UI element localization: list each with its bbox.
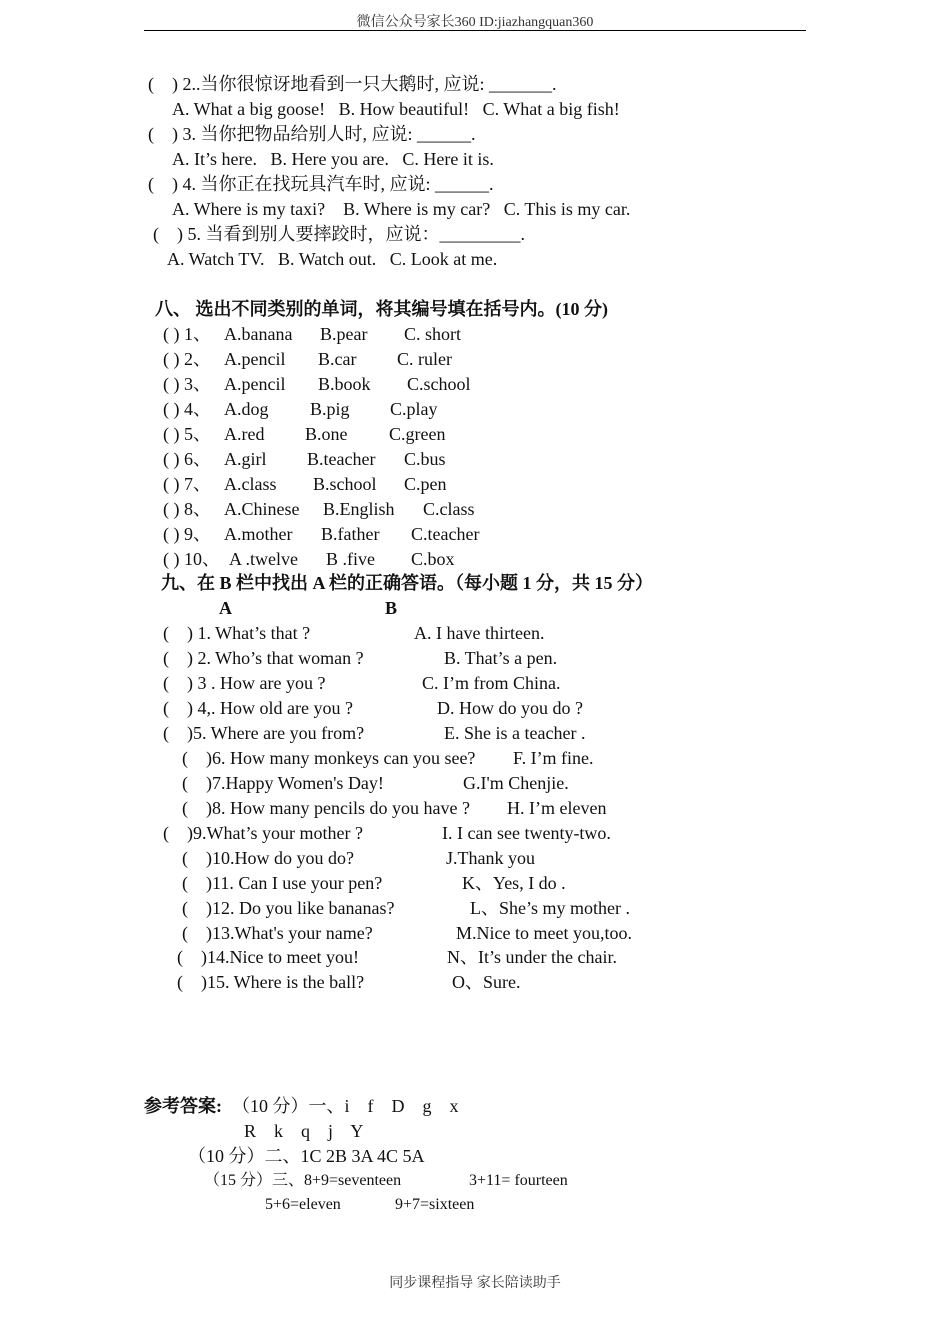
s8-item-a: A.red: [224, 424, 265, 444]
s8-item-num: ( ) 4、: [163, 399, 211, 419]
q3-stem: ( ) 3. 当你把物品给别人时, 应说: ______.: [148, 124, 476, 144]
s8-item-num: ( ) 8、: [163, 499, 211, 519]
s8-item-b: B.father: [321, 524, 380, 544]
s8-item-num: ( ) 6、: [163, 449, 211, 469]
s9-answer: O、Sure.: [452, 972, 521, 992]
s8-item-b: B.pig: [310, 399, 350, 419]
s8-item-a: A.dog: [224, 399, 269, 419]
s9-question: ( )9.What’s your mother ?: [163, 823, 363, 843]
s9-answer: I. I can see twenty-two.: [442, 823, 611, 843]
s9-question: ( )10.How do you do?: [182, 848, 354, 868]
answer-key-line: 5+6=eleven: [265, 1196, 341, 1213]
page-footer: 同步课程指导 家长陪读助手: [389, 1276, 561, 1291]
s8-item-c: C.teacher: [411, 524, 480, 544]
s9-answer: L、She’s my mother .: [470, 898, 630, 918]
s9-question: ( )7.Happy Women's Day!: [182, 773, 384, 793]
s8-item-a: A .twelve: [229, 549, 298, 569]
s8-item-num: ( ) 9、: [163, 524, 211, 544]
answer-key-line: R k q j Y: [244, 1121, 364, 1141]
s9-answer: M.Nice to meet you,too.: [456, 923, 632, 943]
q5-stem: ( ) 5. 当看到别人要摔跤时，应说：_________.: [153, 224, 525, 244]
s9-question: ( )6. How many monkeys can you see?: [182, 748, 476, 768]
s8-item-c: C.play: [390, 399, 438, 419]
s9-question: ( ) 3 . How are you ?: [163, 673, 326, 693]
q2-options: A. What a big goose! B. How beautiful! C. What a big fish!: [172, 99, 620, 119]
answer-key-label: 参考答案:: [144, 1096, 222, 1116]
s8-item-num: ( ) 3、: [163, 374, 211, 394]
s9-question: ( )5. Where are you from?: [163, 723, 365, 743]
answer-key-line: 9+7=sixteen: [395, 1196, 475, 1213]
q5-options: A. Watch TV. B. Watch out. C. Look at me.: [167, 249, 498, 269]
s8-item-b: B.one: [305, 424, 348, 444]
s8-item-b: B.school: [313, 474, 377, 494]
s8-item-b: B.English: [323, 499, 395, 519]
s8-item-num: ( ) 5、: [163, 424, 211, 444]
s8-item-num: ( ) 2、: [163, 349, 211, 369]
s9-answer: K、Yes, I do .: [462, 873, 566, 893]
s8-item-b: B.book: [318, 374, 371, 394]
s8-item-c: C.school: [407, 374, 471, 394]
s8-item-num: ( ) 7、: [163, 474, 211, 494]
s9-answer: F. I’m fine.: [513, 748, 594, 768]
section9-title: 九、在 B 栏中找出 A 栏的正确答语。（每小题 1 分，共 15 分）: [161, 573, 654, 593]
column-b-heading: B: [385, 598, 398, 618]
s8-item-b: B .five: [326, 549, 375, 569]
s9-answer: C. I’m from China.: [422, 673, 561, 693]
header-rule: [144, 30, 806, 31]
s8-item-c: C.box: [411, 549, 455, 569]
q3-options: A. It’s here. B. Here you are. C. Here it is.: [172, 149, 494, 169]
s9-question: ( ) 1. What’s that ?: [163, 623, 311, 643]
answer-key-line: 3+11= fourteen: [469, 1172, 568, 1189]
answer-key-line: （10 分）二、1C 2B 3A 4C 5A: [188, 1146, 425, 1166]
s9-question: ( ) 4,. How old are you ?: [163, 698, 353, 718]
s8-item-c: C.pen: [404, 474, 447, 494]
s8-item-num: ( ) 10、: [163, 549, 220, 569]
page-header: 微信公众号家长360 ID:jiazhangquan360: [356, 15, 594, 30]
q4-stem: ( ) 4. 当你正在找玩具汽车时, 应说: ______.: [148, 174, 494, 194]
section8-title: 八、 选出不同类别的单词，将其编号填在括号内。(10 分): [155, 299, 608, 319]
s8-item-c: C. short: [404, 324, 462, 344]
s9-question: ( )15. Where is the ball?: [177, 972, 365, 992]
column-a-heading: A: [219, 598, 232, 618]
s8-item-a: A.banana: [224, 324, 293, 344]
s9-answer: B. That’s a pen.: [444, 648, 558, 668]
s8-item-a: A.Chinese: [224, 499, 300, 519]
s9-question: ( )11. Can I use your pen?: [182, 873, 383, 893]
s9-answer: H. I’m eleven: [507, 798, 607, 818]
s9-question: ( )14.Nice to meet you!: [177, 947, 359, 967]
q2-stem: ( ) 2..当你很惊讶地看到一只大鹅时, 应说: _______.: [148, 74, 557, 94]
s9-question: ( )8. How many pencils do you have ?: [182, 798, 470, 818]
s8-item-b: B.car: [318, 349, 357, 369]
s8-item-c: C. ruler: [397, 349, 452, 369]
answer-key-line: （15 分）三、8+9=seventeen: [204, 1172, 402, 1189]
s8-item-c: C.green: [389, 424, 446, 444]
s8-item-num: ( ) 1、: [163, 324, 211, 344]
s9-answer: A. I have thirteen.: [414, 623, 545, 643]
s8-item-c: C.class: [423, 499, 475, 519]
s9-answer: D. How do you do ?: [437, 698, 583, 718]
s8-item-a: A.mother: [224, 524, 293, 544]
answer-key-line: （10 分）一、i f D g x: [232, 1096, 459, 1116]
s8-item-b: B.pear: [320, 324, 368, 344]
s9-answer: J.Thank you: [446, 848, 535, 868]
s8-item-b: B.teacher: [307, 449, 376, 469]
q4-options: A. Where is my taxi? B. Where is my car? C. This is my car.: [172, 199, 631, 219]
s9-question: ( ) 2. Who’s that woman ?: [163, 648, 364, 668]
s9-answer: G.I'm Chenjie.: [463, 773, 569, 793]
s8-item-a: A.girl: [224, 449, 267, 469]
s8-item-a: A.pencil: [224, 374, 286, 394]
s9-question: ( )13.What's your name?: [182, 923, 373, 943]
s9-answer: E. She is a teacher .: [444, 723, 586, 743]
s8-item-c: C.bus: [404, 449, 446, 469]
s8-item-a: A.pencil: [224, 349, 286, 369]
s8-item-a: A.class: [224, 474, 277, 494]
s9-answer: N、It’s under the chair.: [447, 947, 617, 967]
s9-question: ( )12. Do you like bananas?: [182, 898, 395, 918]
